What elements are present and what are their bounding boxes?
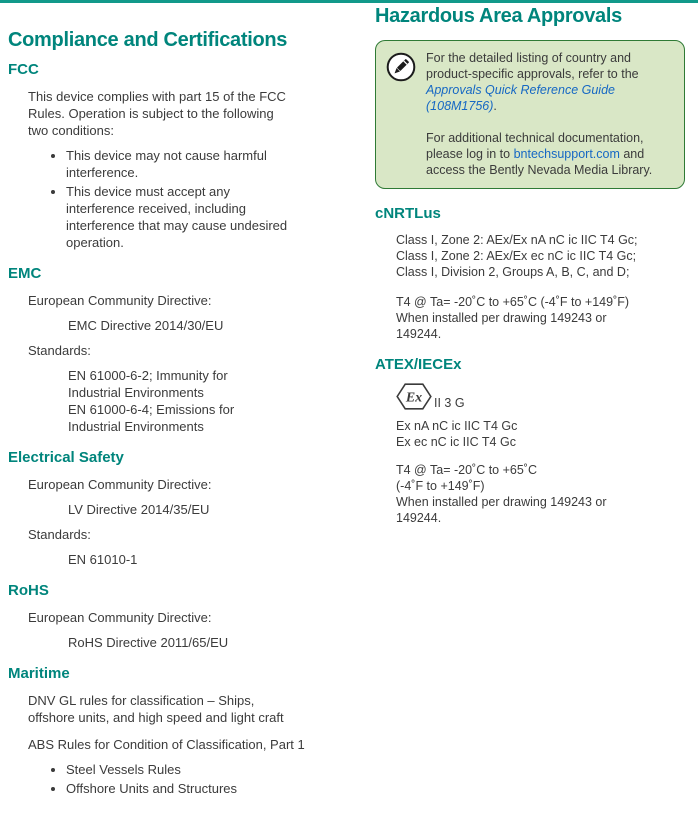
list-item: • This device must accept any interference received, including interference that may cause undesired operation. bbox=[66, 183, 290, 251]
bntechsupport-link[interactable]: bntechsupport.com bbox=[513, 147, 620, 161]
emc-directive-label: European Community Directive: bbox=[28, 293, 212, 308]
ex-mark-label: Ex bbox=[405, 390, 423, 406]
note-text-segment: . bbox=[493, 99, 497, 113]
section-fcc bbox=[8, 61, 353, 251]
emc-standard: EN 61000-6-4; Emissions for Industrial Environments bbox=[68, 402, 235, 434]
class-line: Class I, Zone 2: AEx/Ex nA nC ic IIC T4 Gc; bbox=[396, 233, 638, 247]
ex-line: Ex nA nC ic IIC T4 Gc bbox=[396, 419, 518, 433]
maritime-paragraph: ABS Rules for Condition of Classification, Part 1 bbox=[28, 737, 305, 752]
section-electrical-safety bbox=[8, 449, 353, 568]
list-item: • Steel Vessels Rules bbox=[66, 761, 290, 778]
maritime-heading: Maritime bbox=[8, 665, 70, 682]
section-maritime bbox=[8, 665, 353, 797]
temperature-rating: T4 @ Ta= -20˚C to +65˚C (-4˚F to +149˚F) bbox=[396, 295, 630, 309]
cnrtlus-temp-block bbox=[396, 294, 695, 342]
note-text-segment: For the detailed listing of country and product-specific approvals, refer to the bbox=[426, 51, 639, 81]
approvals-guide-link[interactable]: Approvals Quick Reference Guide (108M1756) bbox=[426, 83, 615, 113]
maritime-paragraph: DNV GL rules for classification – Ships, offshore units, and high speed and light craft bbox=[28, 693, 284, 725]
cnrtlus-class-lines bbox=[396, 232, 695, 280]
note-text bbox=[426, 50, 670, 178]
es-directive: LV Directive 2014/35/EU bbox=[68, 502, 210, 517]
section-emc bbox=[8, 265, 353, 435]
emc-heading: EMC bbox=[8, 265, 42, 282]
cnrtlus-heading: cNRTLus bbox=[375, 205, 441, 222]
right-column bbox=[375, 3, 695, 526]
es-standards-label: Standards: bbox=[28, 527, 91, 542]
note-paragraph-gap bbox=[426, 114, 670, 130]
note-paragraph bbox=[426, 130, 670, 178]
class-line: Class I, Division 2, Groups A, B, C, and D; bbox=[396, 265, 630, 279]
fcc-heading: FCC bbox=[8, 61, 39, 78]
class-line: Class I, Zone 2: AEx/Ex ec nC ic IIC T4 Gc; bbox=[396, 249, 637, 263]
install-note: When installed per drawing 149243 or 149244. bbox=[396, 311, 607, 341]
temperature-rating: T4 @ Ta= -20˚C to +65˚C bbox=[396, 463, 537, 477]
maritime-bullet-list bbox=[52, 761, 353, 797]
install-note: When installed per drawing 149243 or 149244. bbox=[396, 495, 607, 525]
atex-heading: ATEX/IECEx bbox=[375, 356, 462, 373]
note-paragraph bbox=[426, 50, 670, 114]
atex-marking-row bbox=[396, 383, 695, 410]
temperature-rating: (-4˚F to +149˚F) bbox=[396, 479, 485, 493]
list-item: • Offshore Units and Structures bbox=[66, 780, 290, 797]
ex-line: Ex ec nC ic IIC T4 Gc bbox=[396, 435, 516, 449]
list-item: • This device may not cause harmful interference. bbox=[66, 147, 290, 181]
rohs-directive: RoHS Directive 2011/65/EU bbox=[68, 635, 229, 650]
fcc-intro: This device complies with part 15 of the FCC Rules. Operation is subject to the following two conditions: bbox=[28, 89, 286, 138]
rohs-directive-label: European Community Directive: bbox=[28, 610, 212, 625]
electrical-safety-heading: Electrical Safety bbox=[8, 449, 124, 466]
page-title-compliance: Compliance and Certifications bbox=[8, 29, 288, 51]
left-column bbox=[8, 3, 353, 799]
pencil-note-icon bbox=[386, 52, 416, 82]
note-text-segment: For additional technical documentation, please log in to bbox=[426, 131, 644, 161]
emc-standards-label: Standards: bbox=[28, 343, 91, 358]
note-box bbox=[375, 40, 685, 189]
atex-temp-block bbox=[396, 462, 695, 526]
rohs-heading: RoHS bbox=[8, 582, 49, 599]
fcc-bullet-list bbox=[52, 147, 353, 251]
emc-directive: EMC Directive 2014/30/EU bbox=[68, 318, 224, 333]
note-text-segment: and access the Bently Nevada Media Library. bbox=[426, 147, 653, 177]
page-title-hazardous: Hazardous Area Approvals bbox=[375, 5, 622, 27]
es-standard: EN 61010-1 bbox=[68, 552, 138, 567]
section-atex-iecex bbox=[375, 356, 695, 526]
atex-ex-lines bbox=[396, 418, 695, 450]
es-directive-label: European Community Directive: bbox=[28, 477, 212, 492]
emc-standard: EN 61000-6-2; Immunity for Industrial Environments bbox=[68, 368, 228, 400]
section-cnrtlus bbox=[375, 205, 695, 342]
section-rohs bbox=[8, 582, 353, 651]
ex-hexagon-icon bbox=[396, 383, 432, 410]
ex-mark-suffix: II 3 G bbox=[434, 396, 465, 410]
